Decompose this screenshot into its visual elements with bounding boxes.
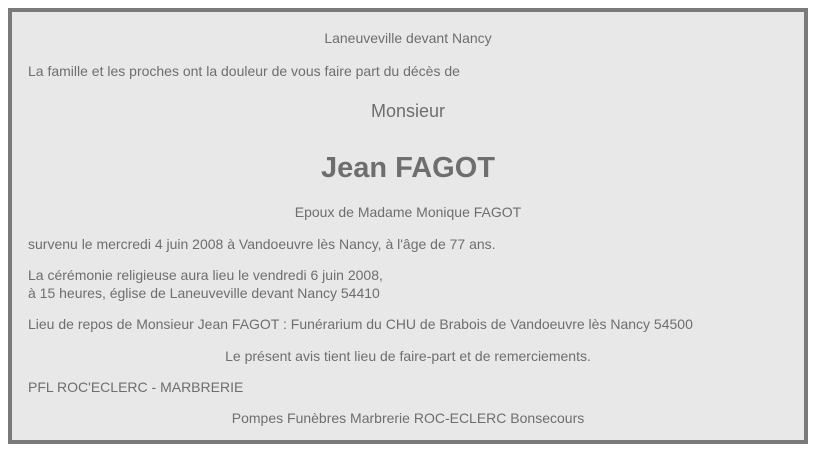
rest-place: Lieu de repos de Monsieur Jean FAGOT : Funérarium du CHU de Brabois de Vandoeuvre lès Nancy 54500 bbox=[28, 316, 693, 332]
ceremony-line-2: à 15 heures, église de Laneuveville devant Nancy 54410 bbox=[28, 285, 380, 301]
company-full: Pompes Funèbres Marbrerie ROC-ECLERC Bonsecours bbox=[231, 410, 585, 426]
ceremony-line-1: La cérémonie religieuse aura lieu le vendredi 6 juin 2008, bbox=[28, 267, 383, 283]
obituary-notice bbox=[8, 8, 808, 444]
honorific: Monsieur bbox=[370, 101, 446, 121]
spouse-text: Epoux de Madame Monique FAGOT bbox=[294, 204, 522, 220]
place-heading: Laneuveville devant Nancy bbox=[324, 30, 492, 46]
company-short: PFL ROC'ECLERC - MARBRERIE bbox=[28, 379, 244, 395]
deceased-name: Jean FAGOT bbox=[320, 152, 496, 184]
acknowledgement: Le présent avis tient lieu de faire-part et de remerciements. bbox=[225, 348, 591, 364]
death-details: survenu le mercredi 4 juin 2008 à Vandoeuvre lès Nancy, à l'âge de 77 ans. bbox=[28, 236, 496, 252]
intro-text: La famille et les proches ont la douleur de vous faire part du décès de bbox=[28, 63, 460, 79]
